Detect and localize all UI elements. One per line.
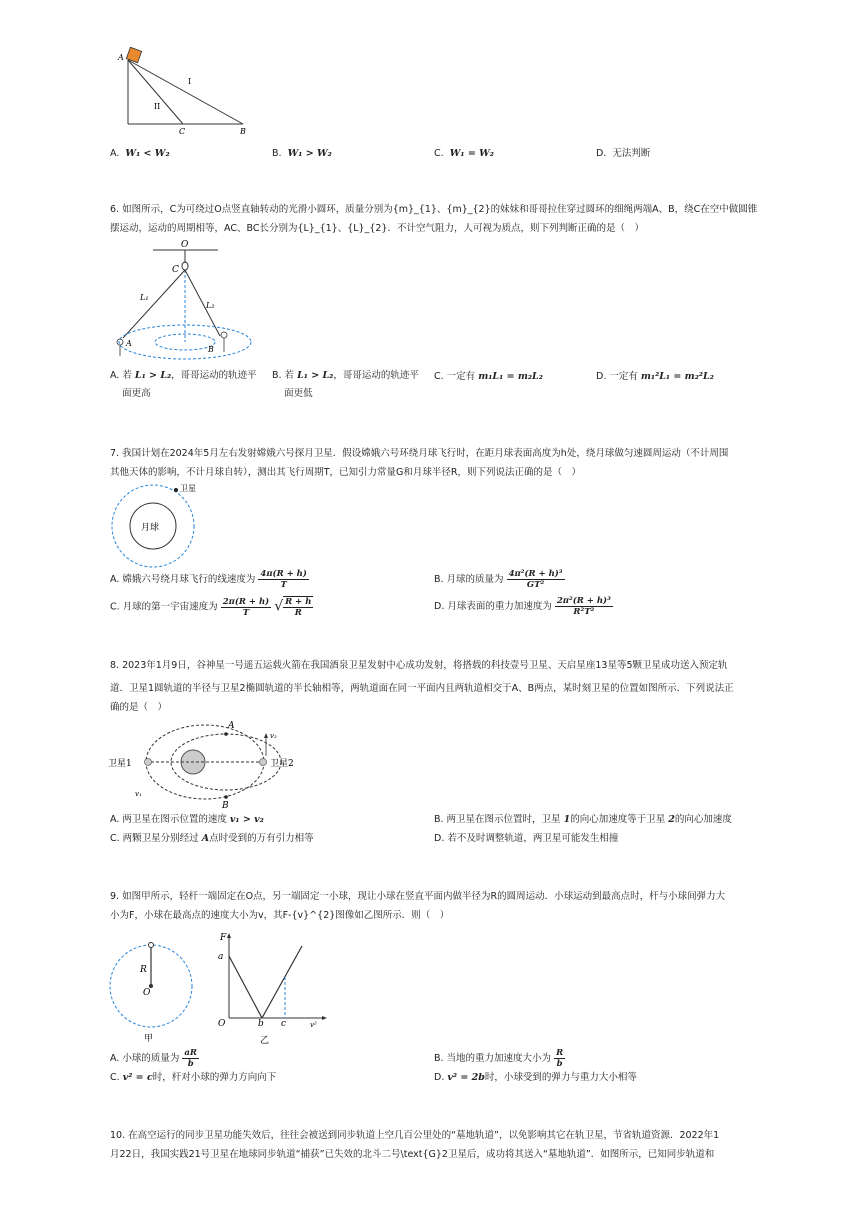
q7-option-a[interactable]: A. 嫦娥六号绕月球飞行的线速度为 $\frac{4\pi(R + h)}{T}$ bbox=[110, 569, 307, 590]
label-B: B bbox=[222, 801, 229, 811]
label-II: II bbox=[154, 102, 161, 111]
label-O: O bbox=[143, 988, 151, 998]
label-C: C bbox=[179, 127, 186, 136]
q8-stem-line1: 8. 2023年1月9日，谷神星一号遥五运载火箭在我国酒泉卫星发射中心成功发射，将搭载的科技壹号卫星、天启星座13星等5颗卫星成功送入预定轨 bbox=[110, 660, 728, 671]
F-v2-graph bbox=[212, 926, 332, 1046]
label-B: B bbox=[240, 127, 246, 136]
q6-option-a[interactable]: A. 若 L₁ > L₂，哥哥运动的轨迹平 面更高 bbox=[110, 370, 257, 399]
satellite-dot bbox=[174, 488, 178, 492]
label-sat1: 卫星1 bbox=[108, 759, 132, 769]
boy-icon bbox=[221, 332, 227, 338]
label-v2: v₂ bbox=[270, 732, 277, 740]
label-O2: O bbox=[218, 1019, 226, 1029]
q6-stem-line1: 6. 如图所示，C为可绕过O点竖直轴转动的光滑小圆环，质量分别为{m}_{1}、{m}_{2}的妹妹和哥哥拉住穿过圆环的细绳两端A、B，绕C在空中做圆锥 bbox=[110, 204, 758, 215]
q5-option-d[interactable]: D. 无法判断 bbox=[596, 148, 651, 159]
q5-option-a[interactable]: A. W₁ < W₂ bbox=[110, 148, 170, 159]
rod-circle-figure bbox=[108, 928, 208, 1044]
label-moon: 月球 bbox=[141, 523, 160, 533]
conical-pendulum-figure bbox=[108, 238, 258, 366]
label-C: C bbox=[172, 265, 179, 275]
q9-option-b[interactable]: B. 当地的重力加速度大小为 $\frac{R}{b}$ bbox=[434, 1048, 564, 1069]
q6-option-d[interactable]: D. 一定有 m₁²L₁ = m₂²L₂ bbox=[596, 371, 714, 382]
label-I: I bbox=[188, 77, 192, 86]
label-c: c bbox=[281, 1019, 287, 1029]
q6-option-b[interactable]: B. 若 L₁ > L₂，哥哥运动的轨迹平 面更低 bbox=[272, 370, 419, 399]
q9-stem-line1: 9. 如图甲所示，轻杆一端固定在O点，另一端固定一小球，现让小球在竖直平面内做半径为R的圆周运动．小球运动到最高点时，杆与小球间弹力大 bbox=[110, 891, 726, 902]
incline-figure bbox=[108, 44, 268, 139]
q8-option-b[interactable]: B. 两卫星在图示位置时，卫星 1的向心加速度等于卫星 2的向心加速度 bbox=[434, 814, 732, 825]
q6-option-c[interactable]: C. 一定有 m₁L₁ = m₂L₂ bbox=[434, 371, 543, 382]
q8-stem-line2: 道．卫星1圆轨道的半径与卫星2椭圆轨道的半长轴相等，两轨道面在同一平面内且两轨道相交于A、B两点，某时刻卫星的位置如图所示．下列说法正 bbox=[110, 683, 734, 694]
label-yi: 乙 bbox=[260, 1036, 270, 1046]
girl-icon bbox=[117, 339, 123, 345]
satellite2-dot bbox=[260, 759, 267, 766]
label-v2: v² bbox=[310, 1021, 317, 1029]
label-A: A bbox=[228, 721, 235, 731]
moon-orbit-figure bbox=[108, 482, 198, 570]
two-satellite-orbits-figure bbox=[108, 716, 308, 811]
q8-option-d[interactable]: D. 若不及时调整轨道，两卫星可能发生相撞 bbox=[434, 833, 619, 844]
q6-stem-line2: 摆运动，运动的周期相等，AC、BC长分别为{L}_{1}、{L}_{2}．不计空气阻力，人可视为质点，则下列判断正确的是（ ） bbox=[110, 223, 644, 234]
label-L2: L₂ bbox=[206, 301, 215, 310]
label-A: A bbox=[126, 339, 132, 348]
q7-option-c[interactable]: C. 月球的第一宇宙速度为 $\frac{2\pi(R + h)}{T}$ √ $\frac{R + h}{R}$ bbox=[110, 596, 312, 618]
q9-stem-line2: 小为F，小球在最高点的速度大小为v，其F-{v}^{2}图像如乙图所示．则（ ） bbox=[110, 910, 450, 921]
q8-option-c[interactable]: C. 两颗卫星分别经过 A点时受到的万有引力相等 bbox=[110, 833, 314, 844]
q9-option-c[interactable]: C. v² = c时，杆对小球的弹力方向向下 bbox=[110, 1072, 277, 1083]
q5-option-b[interactable]: B. W₁ > W₂ bbox=[272, 148, 332, 159]
q8-option-a[interactable]: A. 两卫星在图示位置的速度 v₁ > v₂ bbox=[110, 814, 264, 825]
q5-option-c[interactable]: C. W₁ = W₂ bbox=[434, 148, 494, 159]
label-L1: L₁ bbox=[140, 293, 149, 302]
label-A: A bbox=[118, 53, 124, 62]
label-a: a bbox=[218, 952, 224, 962]
label-satellite: 卫星 bbox=[180, 484, 196, 493]
label-R: R bbox=[140, 965, 147, 975]
q10-stem-line1: 10. 在高空运行的同步卫星功能失效后，往往会被送到同步轨道上空几百公里处的“墓地轨道”，以免影响其它在轨卫星，节省轨道资源．2022年1 bbox=[110, 1130, 720, 1141]
ball-dot bbox=[149, 943, 154, 948]
label-O: O bbox=[181, 240, 189, 250]
q10-stem-line2: 月22日，我国实践21号卫星在地球同步轨道“捕获”已失效的北斗二号\text{G}2卫星后，成功将其送入“墓地轨道”．如图所示，已知同步轨道和 bbox=[110, 1149, 715, 1160]
q9-option-a[interactable]: A. 小球的质量为 $\frac{aR}{b}$ bbox=[110, 1048, 197, 1069]
q7-stem-line2: 其他天体的影响，不计月球自转），测出其飞行周期T，已知引力常量G和月球半径R，则下列说法正确的是（ ） bbox=[110, 467, 582, 478]
label-b: b bbox=[258, 1019, 264, 1029]
q8-stem-line3: 确的是（ ） bbox=[110, 702, 168, 713]
label-B: B bbox=[208, 345, 214, 354]
q7-option-b[interactable]: B. 月球的质量为 $\frac{\text{4π²(R + h)³}}{\text{GT²}}$ bbox=[434, 569, 563, 590]
q9-option-d[interactable]: D. v² = 2b时，小球受到的弹力与重力大小相等 bbox=[434, 1072, 637, 1083]
label-sat2: 卫星2 bbox=[270, 759, 294, 769]
q7-stem-line1: 7. 我国计划在2024年5月左右发射嫦娥六号探月卫星．假设嫦娥六号环绕月球飞行时，在距月球表面高度为h处，绕月球做匀速圆周运动（不计周围 bbox=[110, 448, 729, 459]
satellite1-dot bbox=[145, 759, 152, 766]
label-jia: 甲 bbox=[144, 1034, 154, 1044]
label-F: F bbox=[220, 933, 227, 943]
label-v1: v₁ bbox=[135, 790, 142, 798]
q7-option-d[interactable]: D. 月球表面的重力加速度为 $\frac{\text{2π²(R + h)³}}{\text{R²T²}}$ bbox=[434, 596, 611, 617]
